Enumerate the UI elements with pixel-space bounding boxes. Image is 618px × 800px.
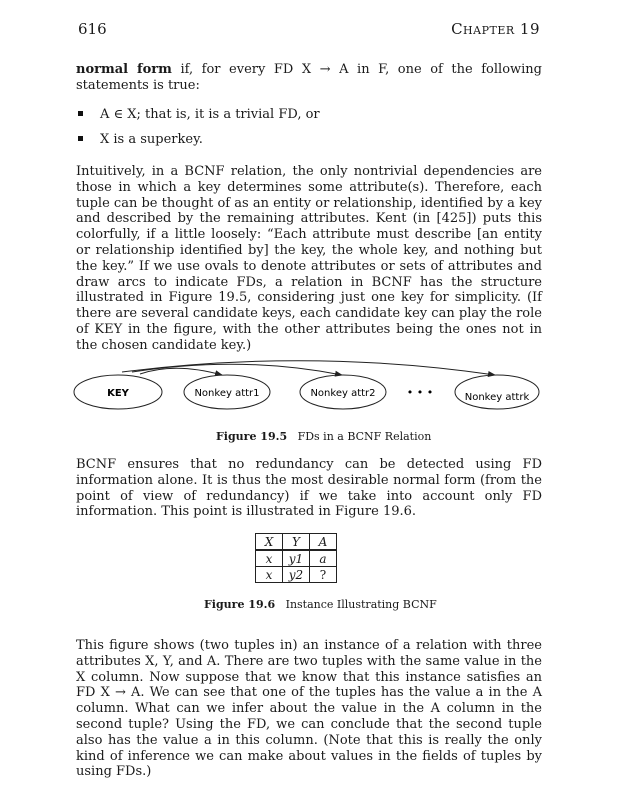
table-header-row — [256, 534, 337, 551]
table-row — [256, 550, 337, 567]
page-number: 616 — [78, 20, 107, 38]
caption-label: Figure 19.5 — [216, 430, 288, 443]
intro-rest: if, for every FD X → A in F, one of the following statements is true: — [76, 62, 543, 93]
bullet-text: X is a superkey. — [100, 132, 203, 147]
caption-label: Figure 19.6 — [204, 598, 276, 611]
column-header: X — [256, 534, 283, 551]
node-label-attr2: Nonkey attr2 — [310, 388, 376, 399]
ellipsis-dots: • • • — [406, 386, 434, 399]
figure-19-5-caption — [216, 430, 431, 443]
node-label-attrk: Nonkey attrk — [464, 392, 530, 403]
node-label-key: KEY — [107, 388, 129, 399]
node-label-attr1: Nonkey attr1 — [194, 388, 260, 399]
figure-19-6-caption — [204, 598, 437, 611]
caption-text: Instance Illustrating BCNF — [285, 598, 437, 611]
table-cell: y2 — [283, 567, 310, 583]
instance-table — [255, 533, 337, 583]
table-cell: ? — [310, 567, 337, 583]
table-cell: a — [310, 550, 337, 567]
caption-text: FDs in a BCNF Relation — [297, 430, 432, 443]
table-cell: x — [256, 567, 283, 583]
bullet-item — [78, 132, 203, 147]
bullet-item — [78, 107, 320, 122]
table-cell: y1 — [283, 550, 310, 567]
bullet-text: A ∈ X; that is, it is a trivial FD, or — [100, 107, 320, 122]
figure-19-5-diagram — [0, 350, 618, 430]
column-header: A — [310, 534, 337, 551]
bullet-square-icon — [78, 111, 83, 116]
bullet-square-icon — [78, 136, 83, 141]
fd-arc-2 — [132, 364, 342, 375]
chapter-heading: Chapter 19 — [451, 20, 540, 38]
intuition-paragraph: Intuitively, in a BCNF relation, the only nontrivial dependencies are those in which a key determines some attribute(s). Therefore, each tuple can be thought of as an entity or relationship, identified by a key and described by the remaining attributes. Kent (in [425]) puts this colorfully, if a little loosely: “Each attribute must describe [an entity or relationship identified by] the key, the whole key, and nothing but the key.” If we use ovals to denote attributes or sets of attributes and draw arcs to indicate FDs, a relation in BCNF has the structure illustrated in Figure 19.5, considering just one key for simplicity. (If there are several candidate keys, each candidate key can play the role of KEY in the figure, with the other attributes being the ones not in the chosen candidate key.) — [76, 164, 542, 353]
instance-paragraph: This figure shows (two tuples in) an instance of a relation with three attributes X, Y, and A. There are two tuples with the same value in the X column. Now suppose that we know that this instance satisfies an FD X → A. We can see that one of the tuples has the value a in the A column. What can we infer about the value in the A column in the second tuple? Using the FD, we can conclude that the second tuple also has the value a in this column. (Note that this is really the only kind of inference we can make about values in the fields of tuples by using FDs.) — [76, 638, 542, 780]
column-header: Y — [283, 534, 310, 551]
term-normal-form: normal form — [76, 62, 172, 77]
table-cell: x — [256, 550, 283, 567]
intro-paragraph — [76, 62, 542, 94]
bcnf-paragraph: BCNF ensures that no redundancy can be detected using FD information alone. It is thus the most desirable normal form (from the point of view of redundancy) if we take into account only FD information. This point is illustrated in Figure 19.6. — [76, 457, 542, 520]
table-row — [256, 567, 337, 583]
